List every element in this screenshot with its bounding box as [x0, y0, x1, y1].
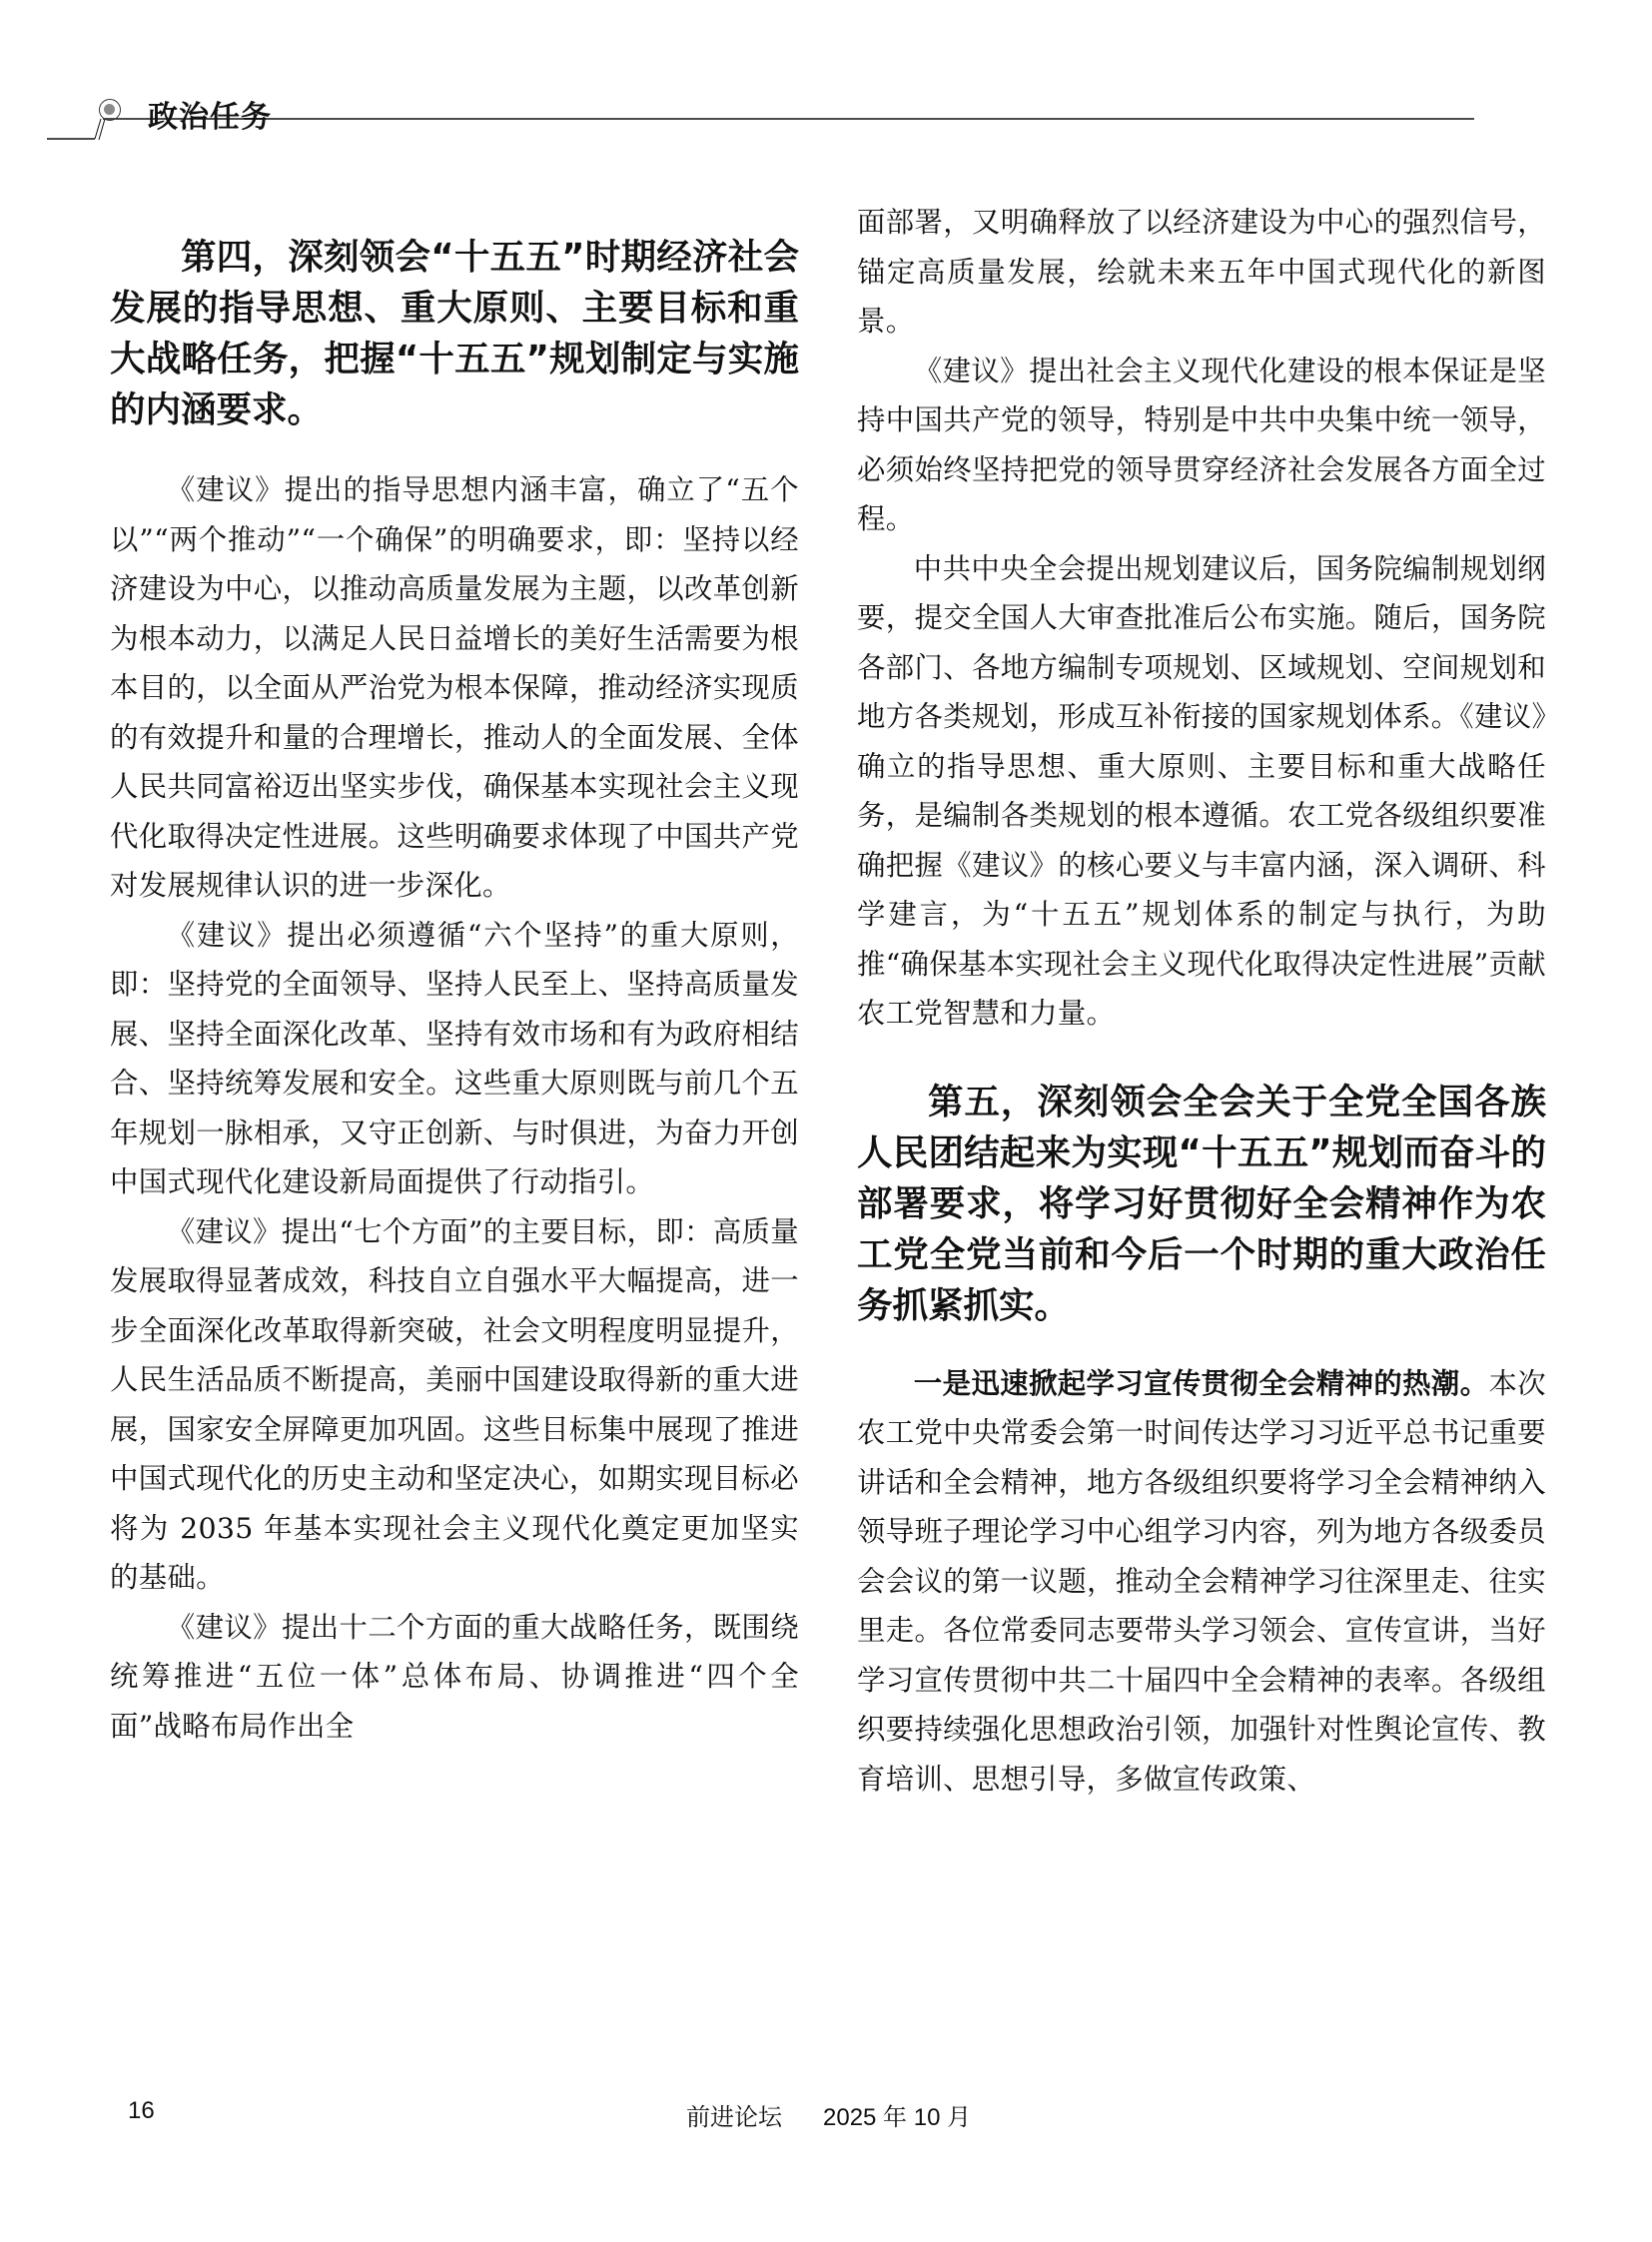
heading-fifth-point: 第五，深刻领会全会关于全党全国各族人民团结起来为实现“十五五”规划而奋斗的部署要求，将学习好贯彻好全会精神作为农工党全党当前和今后一个时期的重大政治任务抓紧抓实。: [857, 1081, 1546, 1326]
target-circle-icon: [99, 99, 121, 121]
paragraph-point-one: [857, 1359, 1546, 1805]
paragraph: 《建议》提出十二个方面的重大战略任务，既围绕统筹推进“五位一体”总体布局、协调推进“四个全面”战略布局作出全: [110, 1610, 799, 1743]
paragraph: 《建议》提出社会主义现代化建设的根本保证是坚持中国共产党的领导，特别是中共中央集中统一领导，必须始终坚持把党的领导贯穿经济社会发展各方面全过程。: [857, 354, 1546, 535]
page-header: [0, 0, 1652, 170]
publication-name: 前进论坛: [686, 2104, 782, 2131]
page-number: 16: [128, 2097, 155, 2124]
issue-date: 2025 年 10 月: [823, 2104, 972, 2131]
paragraph: 《建议》提出的指导思想内涵丰富，确立了“五个以”“两个推动”“一个确保”的明确要求，即：坚持以经济建设为中心，以推动高质量发展为主题，以改革创新为根本动力，以满足人民日益增长的美好生活需要为根本目的，以全面从严治党为根本保障，推动经济实现质的有效提升和量的合理增长，推动人的全面发展、全体人民共同富裕迈出坚实步伐，确保基本实现社会主义现代化取得决定性进展。这些明确要求体现了中国共产党对发展规律认识的进一步深化。: [110, 473, 799, 902]
right-column: [857, 198, 1546, 1804]
paragraph: 《建议》提出必须遵循“六个坚持”的重大原则，即：坚持党的全面领导、坚持人民至上、坚持高质量发展、坚持全面深化改革、坚持有效市场和有为政府相结合、坚持统筹发展和安全。这些重大原则既与前几个五年规划一脉相承，又守正创新、与时俱进，为奋力开创中国式现代化建设新局面提供了行动指引。: [110, 918, 799, 1198]
paragraph: 中共中央全会提出规划建议后，国务院编制规划纲要，提交全国人大审查批准后公布实施。随后，国务院各部门、各地方编制专项规划、区域规划、空间规划和地方各类规划，形成互补衔接的国家规划体系。《建议》确立的指导思想、重大原则、主要目标和重大战略任务，是编制各类规划的根本遵循。农工党各级组织要准确把握《建议》的核心要义与丰富内涵，深入调研、科学建言，为“十五五”规划体系的制定与执行，为助推“确保基本实现社会主义现代化取得决定性进展”贡献农工党智慧和力量。: [857, 551, 1546, 1030]
section-title: 政治任务: [148, 100, 272, 135]
paragraph: 面部署，又明确释放了以经济建设为中心的强烈信号，锚定高质量发展，绘就未来五年中国式现代化的新图景。: [857, 206, 1546, 338]
point-one-lead: 一是迅速掀起学习宣传贯彻全会精神的热潮。: [913, 1366, 1489, 1400]
paragraph: 《建议》提出“七个方面”的主要目标，即：高质量发展取得显著成效，科技自立自强水平大幅提高，进一步全面深化改革取得新突破，社会文明程度明显提升，人民生活品质不断提高，美丽中国建设取得新的重大进展，国家安全屏障更加巩固。这些目标集中展现了推进中国式现代化的历史主动和坚定决心，如期实现目标必将为 2035 年基本实现社会主义现代化奠定更加坚实的基础。: [110, 1214, 799, 1594]
heading-fourth-point: 第四，深刻领会“十五五”时期经济社会发展的指导思想、重大原则、主要目标和重大战略任务，把握“十五五”规划制定与实施的内涵要求。: [110, 237, 799, 430]
left-column: [110, 232, 799, 1751]
point-one-body: 本次农工党中央常委会第一时间传达学习习近平总书记重要讲话和全会精神，地方各级组织要将学习全会精神纳入领导班子理论学习中心组学习内容，列为地方各级委员会会议的第一议题，推动全会精神学习往深里走、往实里走。各位常委同志要带头学习领会、宣传宣讲，当好学习宣传贯彻中共二十届四中全会精神的表率。各级组织要持续强化思想政治引领，加强针对性舆论宣传、教育培训、思想引导，多做宣传政策、: [857, 1366, 1546, 1796]
header-rule-decoration: [0, 0, 1652, 170]
